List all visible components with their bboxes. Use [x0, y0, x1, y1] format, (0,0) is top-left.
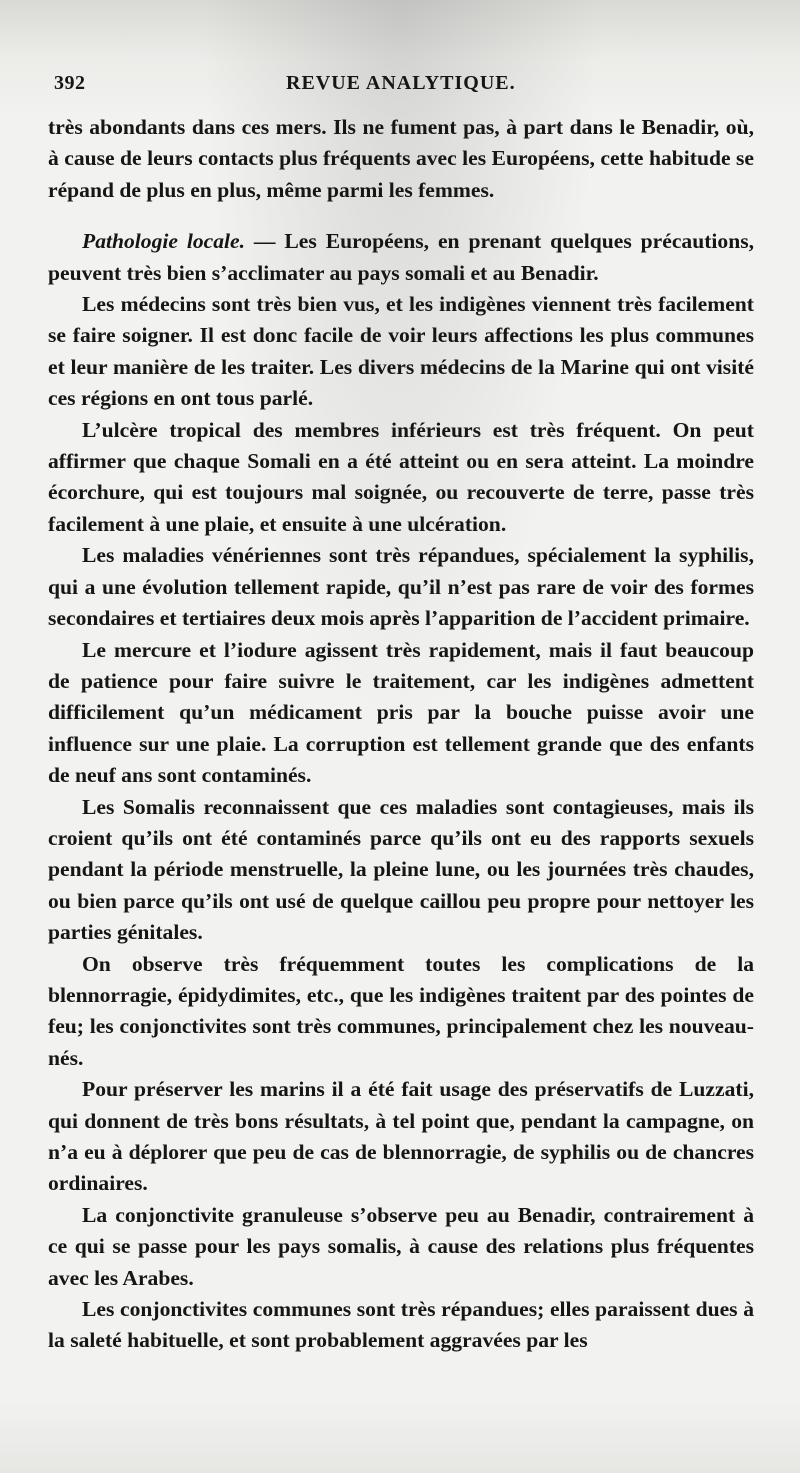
paragraph-text: Les conjonctivites communes sont très répandues; elles paraissent dues à la saleté habituelle, et sont probablement aggravées par les	[48, 1297, 754, 1353]
paragraph	[48, 1200, 754, 1294]
paragraph	[48, 792, 754, 949]
paragraph-text: — Les Européens, en prenant quelques précautions, peuvent très bien s’acclimater au pays somali et au Benadir.	[48, 229, 755, 285]
paragraph-text: L’ulcère tropical des membres inférieurs est très fréquent. On peut affirmer que chaque Somali en a été atteint ou en sera atteint. La moindre écorchure, qui est toujours mal soignée, ou recouverte de terre, passe très facilement à une plaie, et ensuite à une ulcération.	[48, 417, 754, 536]
paragraph	[48, 1074, 754, 1200]
paragraph	[48, 635, 754, 792]
paragraph-text: Le mercure et l’iodure agissent très rapidement, mais il faut beaucoup de patience pour faire suivre le traitement, car les indigènes admettent difficilement qu’un médicament pris par la bouche puisse avoir une influence sur une plaie. La corruption est tellement grande que des enfants de neuf ans sont contaminés.	[48, 637, 754, 788]
page-number: 392	[54, 72, 86, 94]
paragraph-continuation	[48, 112, 754, 206]
paragraph-text: La conjonctivite granuleuse s’observe peu au Benadir, contrairement à ce qui se passe pour les pays somalis, à cause des relations plus fréquentes avec les Arabes.	[48, 1202, 754, 1290]
paragraph-pathologie-locale	[48, 226, 754, 289]
body-text	[48, 112, 754, 1357]
paragraph	[48, 949, 754, 1075]
paragraph	[48, 415, 754, 541]
paragraph-text: Les médecins sont très bien vus, et les indigènes viennent très facilement se faire soigner. Il est donc facile de voir leurs affections les plus communes et leur manière de les traiter. Les divers médecins de la Marine qui ont visité ces régions en ont tous parlé.	[48, 292, 754, 411]
paragraph-text: Les maladies vénériennes sont très répandues, spécialement la syphilis, qui a une évolution tellement rapide, qu’il n’est pas rare de voir des formes secondaires et tertiaires deux mois après l’apparition de l’accident primaire.	[48, 543, 754, 631]
paragraph	[48, 289, 754, 415]
paragraph	[48, 540, 754, 634]
paragraph-text: On observe très fréquemment toutes les complications de la blennorragie, épidydimites, etc., que les indigènes traitent par des pointes de feu; les conjonctivites sont très communes, principalement chez les nouveau-nés.	[48, 951, 754, 1070]
paragraph-text: très abondants dans ces mers. Ils ne fument pas, à part dans le Benadir, où, à cause de leurs contacts plus fréquents avec les Européens, cette habitude se répand de plus en plus, même parmi les femmes.	[48, 115, 754, 202]
paragraph	[48, 1294, 754, 1357]
running-title: REVUE ANALYTIQUE.	[286, 72, 516, 94]
page-header	[54, 72, 754, 102]
paragraph-text: Pour préserver les marins il a été fait usage des préservatifs de Luzzati, qui donnent de très bons résultats, à tel point que, pendant la campagne, on n’a eu à déplorer que peu de cas de blennorragie, de syphilis ou de chancres ordinaires.	[48, 1077, 754, 1196]
paragraph-text: Les Somalis reconnaissent que ces maladies sont contagieuses, mais ils croient qu’ils ont été contaminés parce qu’ils ont eu des rapports sexuels pendant la période menstruelle, la pleine lune, ou les journées très chaudes, ou bien parce qu’ils ont usé de quelque caillou peu propre pour nettoyer les parties génitales.	[48, 794, 754, 945]
section-title: Pathologie locale.	[82, 229, 246, 254]
